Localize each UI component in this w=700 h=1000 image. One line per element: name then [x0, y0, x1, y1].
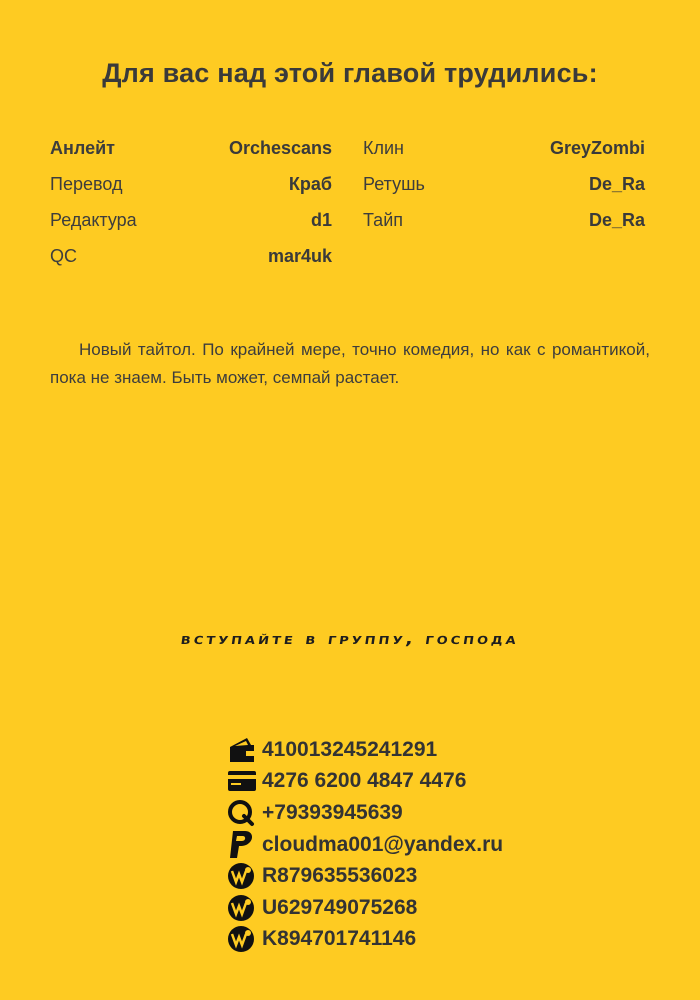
credit-role: Редактура: [50, 209, 137, 230]
donation-row: [227, 797, 503, 829]
donation-value: U629749075268: [262, 895, 418, 919]
donation-value: 410013245241291: [262, 737, 438, 761]
credit-name: d1: [310, 209, 332, 230]
donation-row: [227, 734, 503, 766]
credit-row: [50, 130, 332, 166]
credit-name: GreyZombi: [549, 137, 645, 158]
credit-row: [50, 238, 332, 274]
chapter-note: Новый тайтол. По крайней мере, точно комедия, но как с романтикой, пока не знаем. Быть может, семпай растает.: [50, 340, 650, 387]
credit-role: Клин: [363, 137, 404, 158]
credit-role: Тайп: [363, 209, 403, 230]
webmoney-icon: [227, 893, 257, 923]
donation-row: [227, 829, 503, 861]
bank-card-icon: [227, 766, 257, 796]
credit-name: mar4uk: [267, 245, 332, 266]
donation-row: [227, 766, 503, 798]
credit-role: Анлейт: [50, 137, 115, 158]
credits-column-left: [50, 130, 332, 274]
donation-row: [227, 892, 503, 924]
credit-role: Перевод: [50, 173, 123, 194]
donation-row: [227, 860, 503, 892]
credit-row: [50, 202, 332, 238]
credit-name: Orchescans: [228, 137, 332, 158]
credit-row: [363, 130, 645, 166]
credit-name: De_Ra: [588, 173, 645, 194]
donation-value: cloudma001@yandex.ru: [262, 832, 504, 856]
credit-role: QC: [50, 245, 77, 266]
credit-role: Ретушь: [363, 173, 425, 194]
yandex-wallet-icon: [227, 735, 257, 765]
paypal-icon: [227, 830, 257, 860]
webmoney-icon: [227, 861, 257, 891]
qiwi-icon: [227, 798, 257, 828]
donation-row: [227, 924, 503, 956]
webmoney-icon: [227, 924, 257, 954]
donation-list: [227, 734, 503, 955]
donation-value: K894701741146: [262, 927, 417, 951]
credit-name: De_Ra: [588, 209, 645, 230]
credits-grid: [50, 130, 645, 274]
donation-value: R879635536023: [262, 864, 418, 888]
donation-value: 4276 6200 4847 4476: [262, 769, 467, 793]
page-title: Для вас над этой главой трудились:: [102, 58, 598, 88]
credit-row: [363, 166, 645, 202]
credit-row: [50, 166, 332, 202]
donation-value: +79393945639: [262, 800, 403, 824]
credit-row: [363, 202, 645, 238]
credit-name: Краб: [288, 173, 332, 194]
credits-column-right: [363, 130, 645, 274]
group-slogan[interactable]: вступайте в группу, господа: [179, 629, 521, 649]
